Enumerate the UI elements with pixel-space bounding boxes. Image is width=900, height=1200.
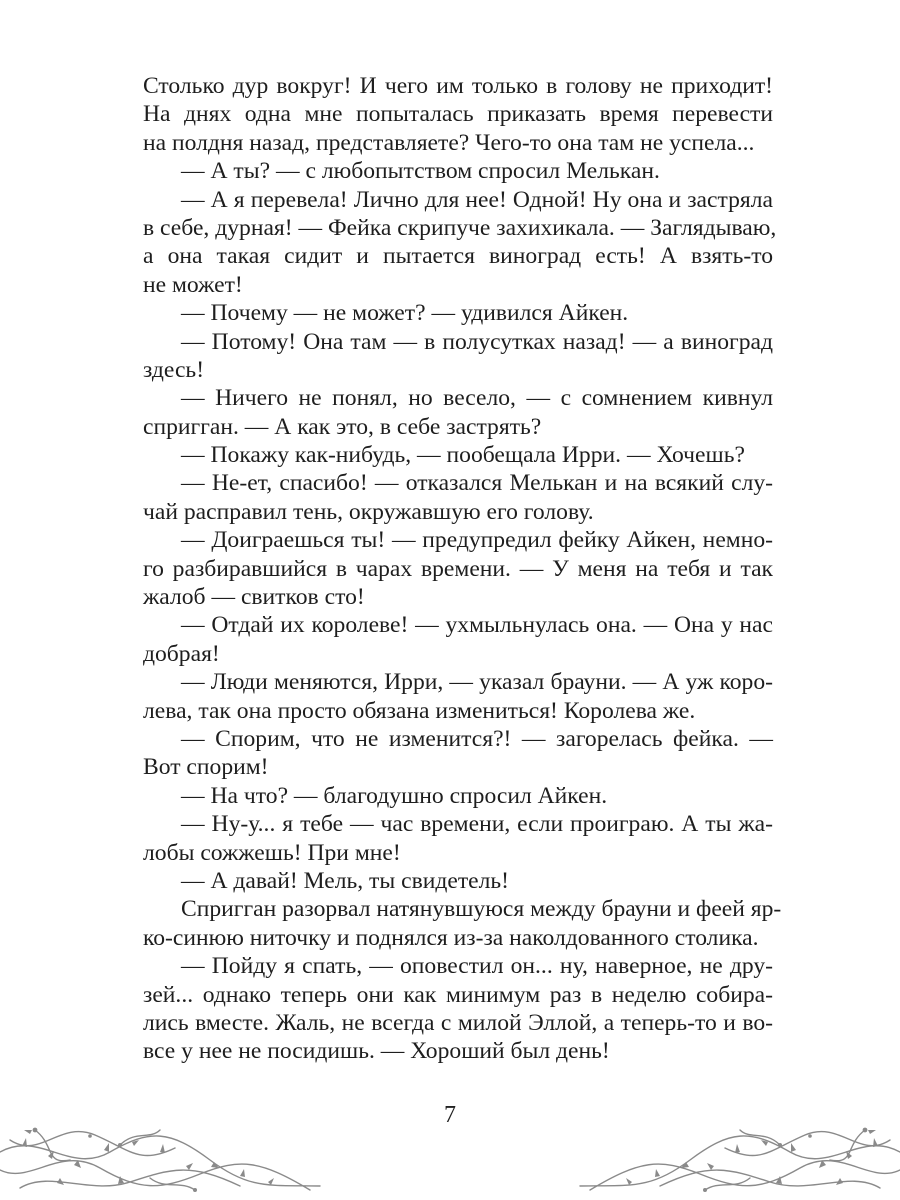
text-line: — Ну-у... я тебе — час времени, если проиграю. А ты жа-: [181, 811, 773, 838]
text-line: — Люди меняются, Ирри, — указал брауни. — А уж коро-: [181, 669, 773, 696]
text-line: Вот спорим!: [143, 754, 269, 781]
thorny-vine-ornament-icon: [570, 1090, 900, 1200]
body-text: [143, 72, 782, 1066]
text-line: добрая!: [143, 640, 220, 667]
text-line: — Отдай их королеве! — ухмыльнулась она. — Она у нас: [181, 612, 773, 639]
text-line: Спригган разорвал натянувшуюся между брауни и феей яр-: [181, 896, 782, 923]
text-line: — А ты? — с любопытством спросил Мелькан.: [181, 158, 660, 185]
thorny-vine-ornament-icon: [0, 1090, 330, 1200]
text-line: зей... однако теперь они как минимум раз в неделю собира-: [143, 981, 773, 1008]
text-line: — Спорим, что не изменится?! — загорелась фейка. —: [181, 725, 773, 752]
text-line: лись вместе. Жаль, не всегда с милой Эллой, а теперь-то и во-: [143, 1009, 773, 1036]
text-line: — Не-ет, спасибо! — отказался Мелькан и на всякий слу-: [181, 470, 773, 497]
text-line: ко-синюю ниточку и поднялся из-за наколдованного столика.: [143, 924, 759, 951]
text-line: На днях одна мне попыталась приказать время перевести: [143, 101, 773, 128]
text-line: — Покажу как-нибудь, — пообещала Ирри. — Хочешь?: [181, 442, 745, 469]
text-line: жалоб — свитков сто!: [143, 584, 365, 611]
text-line: чай расправил тень, окружавшую его голову.: [143, 498, 594, 525]
text-line: — Почему — не может? — удивился Айкен.: [181, 300, 629, 327]
text-line: — Доиграешься ты! — предупредил фейку Айкен, немно-: [181, 527, 773, 554]
text-line: спригган. — А как это, в себе застрять?: [143, 413, 542, 440]
text-line: на полдня назад, представляете? Чего-то она там не успела...: [143, 129, 755, 156]
text-line: — Пойду я спать, — оповестил он... ну, наверное, не дру-: [181, 953, 773, 980]
text-line: здесь!: [143, 356, 205, 383]
text-line: — На что? — благодушно спросил Айкен.: [181, 782, 608, 809]
text-line: — А я перевела! Лично для нее! Одной! Ну она и застряла: [181, 186, 773, 213]
text-line: лева, так она просто обязана измениться! Королева же.: [143, 697, 696, 724]
text-line: го разбиравшийся в чарах времени. — У меня на тебя и так: [143, 555, 773, 582]
text-line: — А давай! Мель, ты свидетель!: [181, 867, 510, 894]
text-line: — Ничего не понял, но весело, — с сомнением кивнул: [181, 385, 773, 412]
page-number: 7: [444, 1102, 456, 1128]
text-line: Столько дур вокруг! И чего им только в голову не приходит!: [143, 73, 773, 99]
text-line: не может!: [143, 271, 243, 298]
text-line: все у нее не посидишь. — Хороший был день!: [143, 1038, 610, 1065]
text-line: в себе, дурная! — Фейка скрипуче захихикала. — Заглядываю,: [143, 214, 777, 241]
text-line: лобы сожжешь! При мне!: [143, 839, 401, 866]
text-line: а она такая сидит и пытается виноград есть! А взять-то: [143, 243, 773, 270]
text-line: — Потому! Она там — в полусутках назад! — а виноград: [181, 328, 773, 355]
